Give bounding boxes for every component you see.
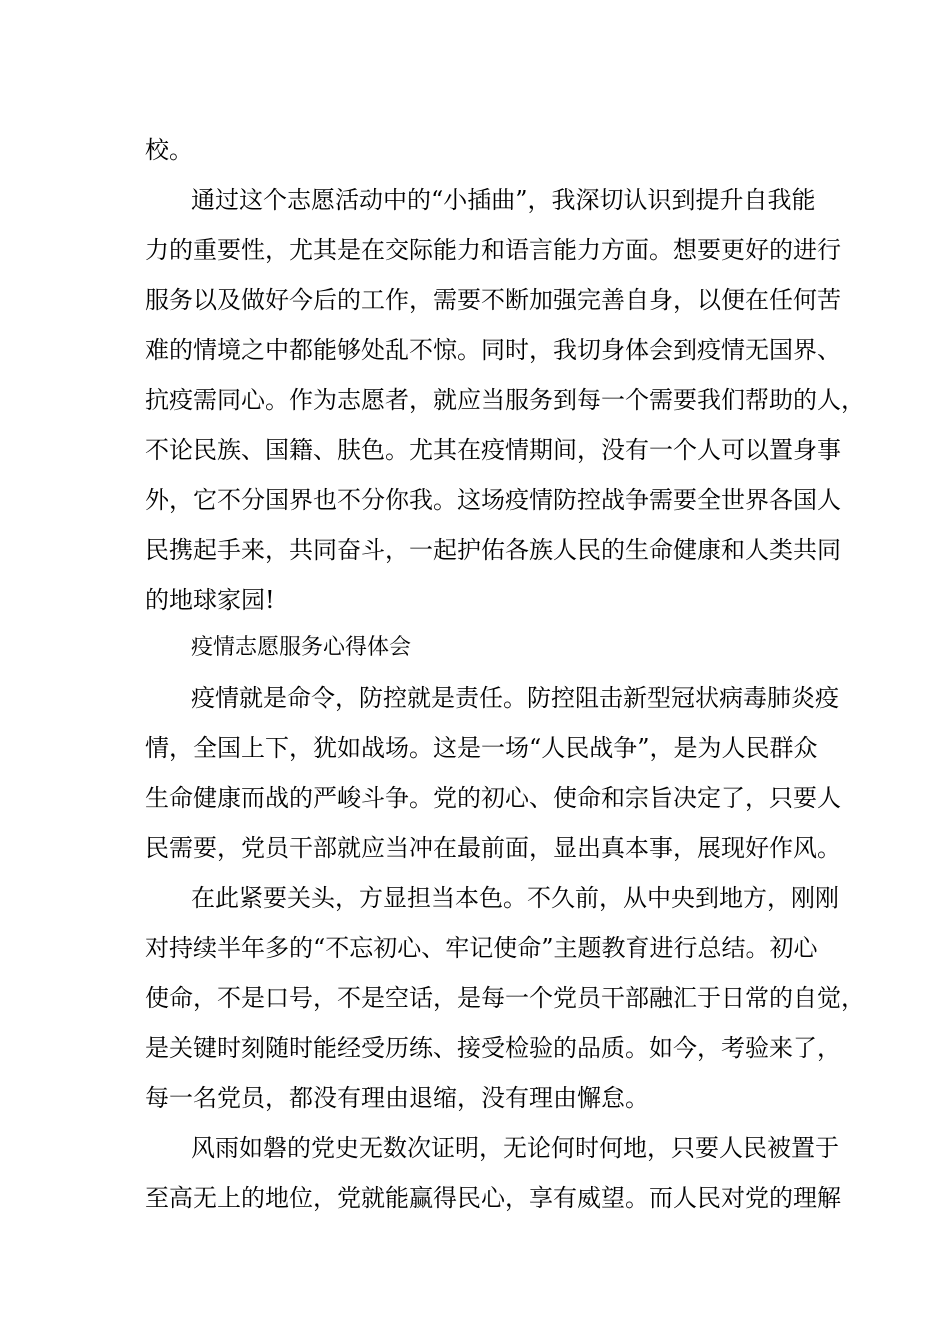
text-line: 至高无上的地位，党就能赢得民心，享有威望。而人民对党的理解 — [145, 1184, 841, 1212]
text-line: 校。 — [145, 136, 193, 164]
text-line: 外，它不分国界也不分你我。这场疫情防控战争需要全世界各国人 — [145, 486, 841, 514]
text-line: 情，全国上下，犹如战场。这是一场“人民战争”，是为人民群众 — [145, 734, 818, 762]
text-line: 使命，不是口号，不是空话，是每一个党员干部融汇于日常的自觉， — [145, 984, 865, 1012]
text-line: 每一名党员，都没有理由退缩，没有理由懈怠。 — [145, 1084, 649, 1112]
text-line: 通过这个志愿活动中的“小插曲”，我深切认识到提升自我能 — [191, 186, 816, 214]
section-heading: 疫情志愿服务心得体会 — [191, 635, 412, 660]
text-line: 不论民族、国籍、肤色。尤其在疫情期间，没有一个人可以置身事 — [145, 436, 841, 464]
text-line: 疫情就是命令，防控就是责任。防控阻击新型冠状病毒肺炎疫 — [191, 684, 839, 712]
text-line: 对持续半年多的“不忘初心、牢记使命”主题教育进行总结。初心 — [145, 934, 818, 962]
text-line: 力的重要性，尤其是在交际能力和语言能力方面。想要更好的进行 — [145, 236, 841, 264]
text-line: 服务以及做好今后的工作，需要不断加强完善自身，以便在任何苦 — [145, 286, 841, 314]
text-line: 的地球家园! — [145, 586, 275, 614]
text-line: 抗疫需同心。作为志愿者，就应当服务到每一个需要我们帮助的人， — [145, 386, 865, 414]
text-line: 生命健康而战的严峻斗争。党的初心、使命和宗旨决定了，只要人 — [145, 784, 841, 812]
text-line: 是关键时刻随时能经受历练、接受检验的品质。如今，考验来了， — [145, 1034, 841, 1062]
text-line: 民需要，党员干部就应当冲在最前面，显出真本事，展现好作风。 — [145, 834, 841, 862]
text-line: 风雨如磐的党史无数次证明，无论何时何地，只要人民被置于 — [191, 1134, 839, 1162]
text-line: 民携起手来，共同奋斗，一起护佑各族人民的生命健康和人类共同 — [145, 536, 841, 564]
text-line: 难的情境之中都能够处乱不惊。同时，我切身体会到疫情无国界、 — [145, 336, 841, 364]
text-line: 在此紧要关头，方显担当本色。不久前，从中央到地方，刚刚 — [191, 884, 839, 912]
